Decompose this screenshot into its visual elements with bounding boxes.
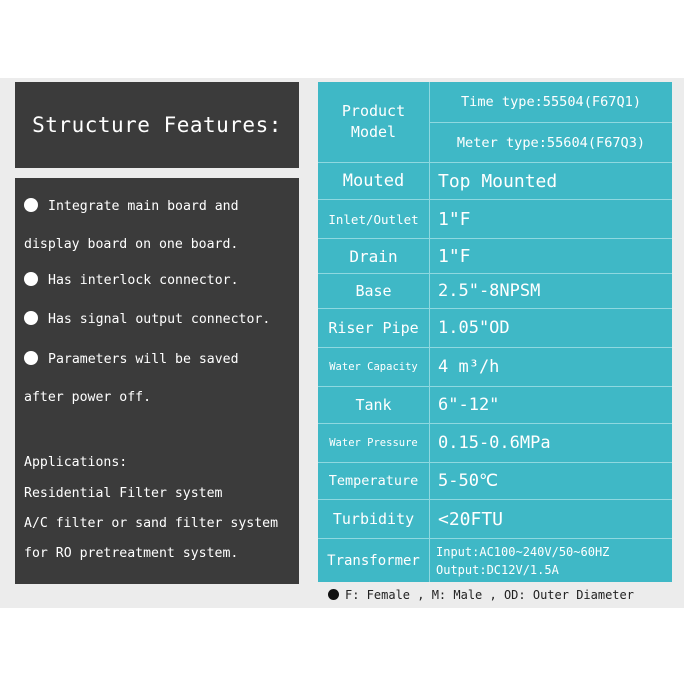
structure-features-title: Structure Features: — [32, 113, 282, 137]
feature-text: Integrate main board and — [48, 199, 239, 214]
product-model-label — [318, 82, 429, 162]
feature-text: Parameters will be saved — [48, 352, 239, 367]
application-text: Residential Filter system — [24, 486, 223, 501]
spec-value-mouted: Top Mounted — [438, 170, 558, 192]
transformer-input: Input:AC100~240V/50~60HZ — [436, 544, 610, 559]
application-item — [24, 516, 278, 531]
feature-text: Has interlock connector. — [48, 273, 239, 288]
product-model-time-type: Time type:55504(F67Q1) — [460, 94, 642, 110]
spec-table — [318, 82, 672, 582]
spec-label-mouted: Mouted — [342, 171, 405, 191]
spec-value-base: 2.5"-8NPSM — [438, 281, 541, 301]
product-model-label-line1: Product — [341, 102, 406, 120]
spec-label-transformer: Transformer — [327, 552, 420, 569]
application-item — [24, 546, 238, 561]
structure-features-title-box — [15, 82, 299, 168]
bullet-icon — [24, 351, 38, 365]
product-model-meter-type: Meter type:55604(F67Q3) — [456, 134, 646, 151]
spec-value-riser-pipe: 1.05"OD — [438, 318, 510, 338]
feature-text: after power off. — [24, 390, 152, 405]
bullet-icon — [24, 198, 38, 212]
feature-item — [24, 311, 270, 327]
product-model-label-line2: Model — [350, 123, 397, 141]
spec-label-water-pressure: Water Pressure — [329, 437, 418, 449]
spec-label-turbidity: Turbidity — [332, 510, 415, 528]
spec-label-water-capacity: Water Capacity — [329, 361, 418, 373]
feature-item — [24, 351, 239, 367]
spec-value-tank: 6"-12" — [438, 395, 500, 415]
spec-label-tank: Tank — [355, 396, 392, 414]
feature-item — [24, 198, 239, 214]
application-text: for RO pretreatment system. — [24, 546, 239, 561]
application-text: A/C filter or sand filter system — [24, 516, 279, 531]
spec-value-water-pressure: 0.15-0.6MPa — [438, 433, 551, 453]
spec-label-inlet-outlet: Inlet/Outlet — [328, 211, 419, 227]
feature-text: Has signal output connector. — [48, 312, 271, 327]
application-item — [24, 486, 223, 501]
feature-item-continued — [24, 237, 238, 252]
bullet-icon — [328, 589, 339, 600]
bullet-icon — [24, 311, 38, 325]
spec-label-riser-pipe: Riser Pipe — [328, 319, 419, 337]
feature-text: display board on one board. — [24, 237, 239, 252]
spec-label-base: Base — [355, 282, 392, 300]
bullet-icon — [24, 272, 38, 286]
spec-label-drain: Drain — [349, 246, 398, 266]
transformer-output: Output:DC12V/1.5A — [436, 562, 559, 577]
spec-value-water-capacity: 4 m³/h — [438, 357, 500, 377]
footnote — [328, 588, 634, 602]
footnote-text: F: Female , M: Male , OD: Outer Diameter — [345, 588, 634, 602]
applications-heading-text: Applications: — [24, 455, 128, 470]
spec-label-temperature: Temperature — [328, 473, 419, 489]
feature-item — [24, 272, 239, 288]
spec-value-drain: 1"F — [438, 245, 471, 267]
spec-value-turbidity: <20FTU — [438, 508, 504, 530]
applications-heading — [24, 455, 127, 470]
spec-value-temperature: 5-50℃ — [438, 471, 499, 491]
spec-value-inlet-outlet: 1"F — [438, 208, 471, 230]
features-panel — [15, 178, 299, 584]
spec-value-transformer — [430, 539, 674, 582]
feature-item-continued — [24, 390, 151, 405]
